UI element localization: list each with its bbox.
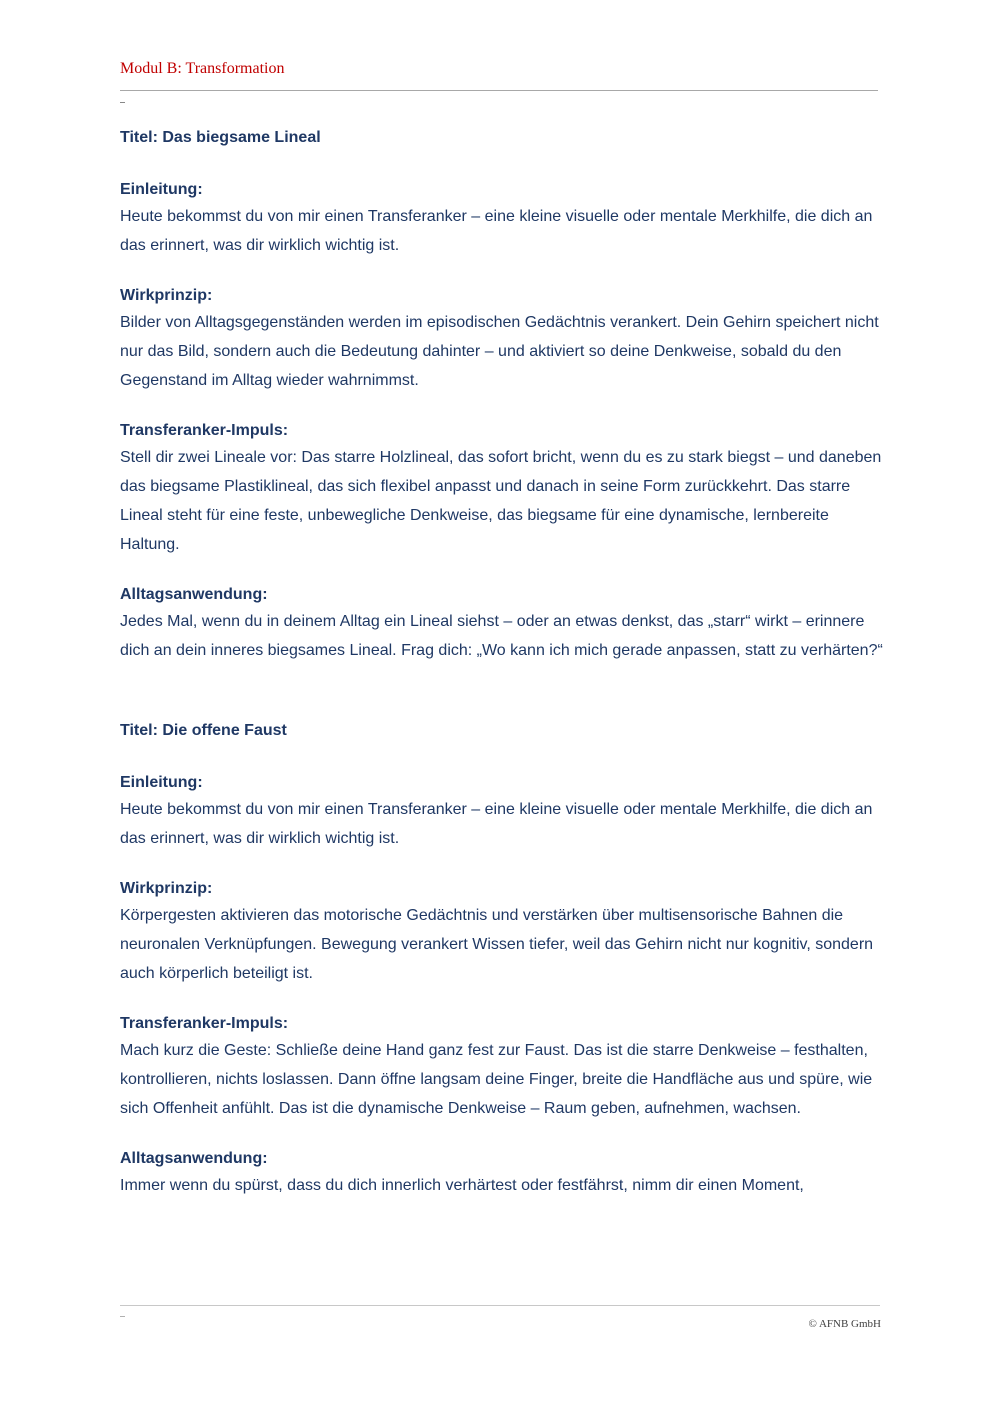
block-title: Titel: Die offene Faust	[120, 722, 287, 739]
footer-copyright: © AFNB GmbH	[808, 1318, 881, 1330]
section-text: Körpergesten aktivieren das motorische Gedächtnis und verstärken über multisensorische Bahnen die neuronalen Verknüpfungen. Bewegung verankert Wissen tiefer, weil das Gehirn nicht nur kognitiv, sondern auch körperlich beteiligt ist.	[120, 907, 874, 982]
footer-tick	[120, 1316, 125, 1317]
section-label: Einleitung:	[120, 774, 203, 791]
section-application	[120, 583, 890, 665]
section-text: Immer wenn du spürst, dass du dich innerlich verhärtest oder festfährst, nimm dir einen Moment,	[120, 1177, 804, 1194]
section-text: Heute bekommst du von mir einen Transferanker – eine kleine visuelle oder mentale Merkhilfe, die dich an das erinnert, was dir wirklich wichtig ist.	[120, 801, 873, 847]
section-label: Transferanker-Impuls:	[120, 1015, 289, 1032]
block-ruler	[120, 126, 890, 665]
section-label: Wirkprinzip:	[120, 287, 213, 304]
section-label: Transferanker-Impuls:	[120, 422, 289, 439]
section-label: Alltagsanwendung:	[120, 1150, 268, 1167]
section-impulse	[120, 419, 890, 559]
section-impulse	[120, 1012, 890, 1123]
document-body	[120, 126, 890, 1200]
section-text: Stell dir zwei Lineale vor: Das starre Holzlineal, das sofort bricht, wenn du es zu stark biegst – und daneben das biegsame Plastiklineal, das sich flexibel anpasst und danach in seine Form zurückkehrt. Das starre Lineal steht für eine feste, unbewegliche Denkweise, das biegsame für eine dynamische, lernbereite Haltung.	[120, 449, 882, 553]
section-label: Einleitung:	[120, 181, 203, 198]
section-label: Wirkprinzip:	[120, 880, 213, 897]
section-text: Mach kurz die Geste: Schließe deine Hand ganz fest zur Faust. Das ist die starre Denkweise – festhalten, kontrollieren, nichts loslassen. Dann öffne langsam deine Finger, breite die Handfläche aus und spüre, wie sich Offenheit anfühlt. Das ist die dynamische Denkweise – Raum geben, aufnehmen, wachsen.	[120, 1042, 873, 1117]
section-principle	[120, 284, 890, 395]
section-principle	[120, 877, 890, 988]
section-text: Heute bekommst du von mir einen Transferanker – eine kleine visuelle oder mentale Merkhilfe, die dich an das erinnert, was dir wirklich wichtig ist.	[120, 208, 873, 254]
header-title: Modul B: Transformation	[120, 60, 285, 77]
section-label: Alltagsanwendung:	[120, 586, 268, 603]
header-divider	[120, 90, 878, 91]
section-application	[120, 1147, 890, 1200]
section-text: Jedes Mal, wenn du in deinem Alltag ein Lineal siehst – oder an etwas denkst, das „starr“ wirkt – erinnere dich an dein inneres biegsames Lineal. Frag dich: „Wo kann ich mich gerade anpassen, statt zu verhärten?“	[120, 613, 883, 659]
section-text: Bilder von Alltagsgegenständen werden im episodischen Gedächtnis verankert. Dein Gehirn speichert nicht nur das Bild, sondern auch die Bedeutung dahinter – und aktiviert so deine Denkweise, sobald du den Gegenstand im Alltag wieder wahrnimmst.	[120, 314, 879, 389]
section-introduction	[120, 178, 890, 260]
footer-divider	[120, 1305, 880, 1306]
block-title: Titel: Das biegsame Lineal	[120, 129, 321, 146]
header-tick	[120, 102, 125, 103]
section-introduction	[120, 771, 890, 853]
block-fist	[120, 719, 890, 1200]
